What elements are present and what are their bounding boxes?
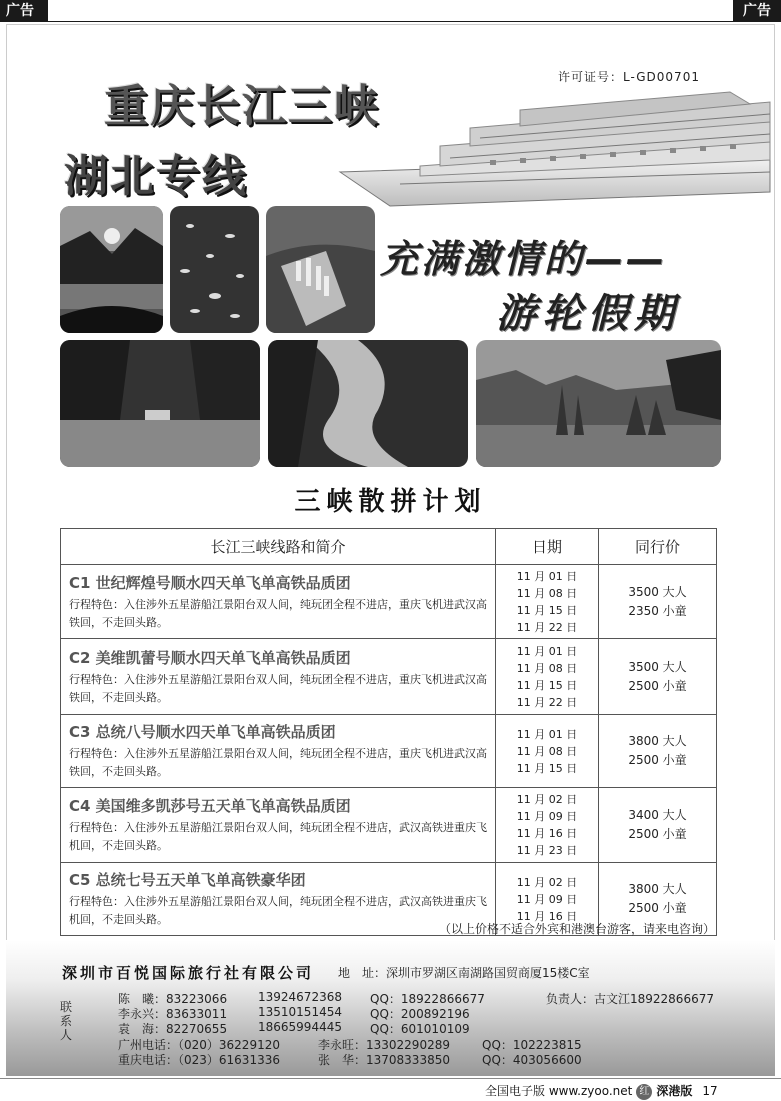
contact-name: 袁 海：82270655 (118, 1022, 228, 1036)
contact-qq: QQ：601010109 (370, 1022, 470, 1036)
table-header-row (61, 529, 717, 565)
route-name: C2 美维凯蕾号顺水四天单飞单高铁品质团 (69, 648, 351, 667)
route-date: 11 月 01 日 (516, 569, 578, 583)
route-description: 行程特色：入住涉外五星游船江景阳台双人间，纯玩团全程不进店，武汉高铁进重庆飞机回，不走回头路。 (69, 895, 487, 926)
edition-info (485, 1082, 718, 1100)
contact-qq: QQ：102223815 (482, 1038, 582, 1052)
plan-title: 三峡散拼计划 (294, 487, 487, 517)
price-note: （以上价格不适合外宾和港澳台游客，请来电咨询） (438, 922, 715, 936)
contact-guangzhou-phone: 广州电话：（020）36229120 (118, 1038, 280, 1052)
photo-gorge-sunset (60, 206, 163, 333)
adult-price: 3400 大人 (628, 808, 687, 822)
contact-label: 联系人 (60, 1000, 73, 1042)
contact-qq: QQ：18922866677 (370, 992, 485, 1006)
route-description: 行程特色：入住涉外五星游船江景阳台双人间，纯玩团全程不进店，重庆飞机进武汉高铁回，不走回头路。 (69, 747, 487, 778)
table-row (61, 639, 717, 715)
route-date: 11 月 22 日 (516, 620, 578, 634)
contact-chongqing-phone: 重庆电话：（023）61631336 (118, 1053, 280, 1067)
contact-name: 李永兴：83633011 (118, 1007, 228, 1021)
edition-name: 深港版 (656, 1084, 693, 1098)
route-date: 11 月 15 日 (516, 603, 578, 617)
route-date: 11 月 08 日 (516, 586, 578, 600)
route-date: 11 月 02 日 (516, 793, 578, 806)
route-date: 11 月 08 日 (516, 661, 578, 675)
header-route: 长江三峡线路和简介 (61, 529, 496, 565)
edition-site: 全国电子版 www.zyoo.net (485, 1084, 633, 1098)
page-title: 重庆长江三峡 (104, 81, 380, 132)
route-date: 11 月 08 日 (516, 744, 578, 758)
route-date: 11 月 15 日 (516, 761, 578, 775)
route-name: C3 总统八号顺水四天单飞单高铁品质团 (69, 723, 336, 741)
slogan-line-2: 游轮假期 (496, 291, 680, 337)
company-name: 深圳市百悦国际旅行社有限公司 (62, 964, 315, 982)
routes-table (60, 528, 717, 936)
contact-mobile: 张 华：13708333850 (318, 1053, 450, 1067)
edition-badge-icon: 红 (636, 1084, 652, 1100)
route-description: 行程特色：入住涉外五星游船江景阳台双人间，纯玩团全程不进店，重庆飞机进武汉高铁回，不走回头路。 (69, 672, 487, 704)
route-date: 11 月 09 日 (516, 892, 578, 906)
route-date: 11 月 09 日 (516, 810, 578, 823)
ad-tag-right: 广告 (733, 0, 781, 22)
child-price: 2350 小童 (628, 603, 687, 618)
route-date: 11 月 01 日 (516, 727, 578, 741)
contact-mobile: 13510151454 (258, 1005, 342, 1019)
route-name: C4 美国维多凯莎号五天单飞单高铁品质团 (69, 797, 351, 815)
route-description: 行程特色：入住涉外五星游船江景阳台双人间，纯玩团全程不进店，武汉高铁进重庆飞机回，不走回头路。 (69, 821, 487, 852)
photo-river-bend (268, 340, 468, 467)
contact-qq: QQ：200892196 (370, 1007, 470, 1021)
table-row (61, 788, 717, 863)
contact-manager: 负责人：古文江18922866677 (546, 992, 714, 1006)
child-price: 2500 小童 (628, 901, 687, 915)
route-description: 行程特色：入住涉外五星游船江景阳台双人间，纯玩团全程不进店，重庆飞机进武汉高铁回，不走回头路。 (69, 597, 487, 629)
route-date: 11 月 23 日 (516, 844, 578, 857)
contact-mobile: 13924672368 (258, 990, 342, 1004)
page-number: 17 (702, 1084, 718, 1098)
table-row (61, 565, 717, 639)
photo-boats-river (170, 206, 259, 333)
header-price: 同行价 (599, 529, 717, 565)
route-name: C5 总统七号五天单飞单高铁豪华团 (69, 871, 306, 889)
page-subtitle: 湖北专线 (64, 151, 248, 202)
adult-price: 3500 大人 (628, 659, 687, 674)
slogan-line-1: 充满激情的—— (380, 237, 668, 281)
photo-chongqing-city (266, 206, 375, 333)
child-price: 2500 小童 (628, 678, 687, 693)
route-date: 11 月 01 日 (516, 644, 578, 658)
company-address: 地 址：深圳市罗湖区南湖路国贸商厦15楼C室 (338, 966, 590, 980)
child-price: 2500 小童 (628, 753, 687, 767)
route-date: 11 月 02 日 (516, 875, 578, 889)
route-date: 11 月 16 日 (516, 909, 578, 923)
contact-mobile: 李永旺：13302290289 (318, 1038, 450, 1052)
adult-price: 3800 大人 (628, 882, 687, 896)
route-date: 11 月 16 日 (516, 827, 578, 840)
adult-price: 3500 大人 (628, 584, 687, 599)
table-row (61, 715, 717, 788)
route-date: 11 月 15 日 (516, 678, 578, 692)
cruise-ship-illustration (330, 80, 780, 220)
contact-mobile: 18665994445 (258, 1020, 342, 1034)
route-name: C1 世纪辉煌号顺水四天单飞单高铁品质团 (69, 573, 351, 592)
ad-tag-left: 广告 (0, 0, 48, 22)
header-date: 日期 (496, 529, 599, 565)
adult-price: 3800 大人 (628, 734, 687, 748)
contact-name: 陈 曦：83223066 (118, 992, 228, 1006)
contact-qq: QQ：403056600 (482, 1053, 582, 1067)
photo-sailboats (476, 340, 721, 467)
ad-divider (0, 21, 781, 22)
route-date: 11 月 22 日 (516, 695, 578, 709)
photo-small-gorge-boats (60, 340, 260, 467)
license-number: 许可证号：L-GD00701 (558, 70, 700, 84)
child-price: 2500 小童 (628, 827, 687, 841)
